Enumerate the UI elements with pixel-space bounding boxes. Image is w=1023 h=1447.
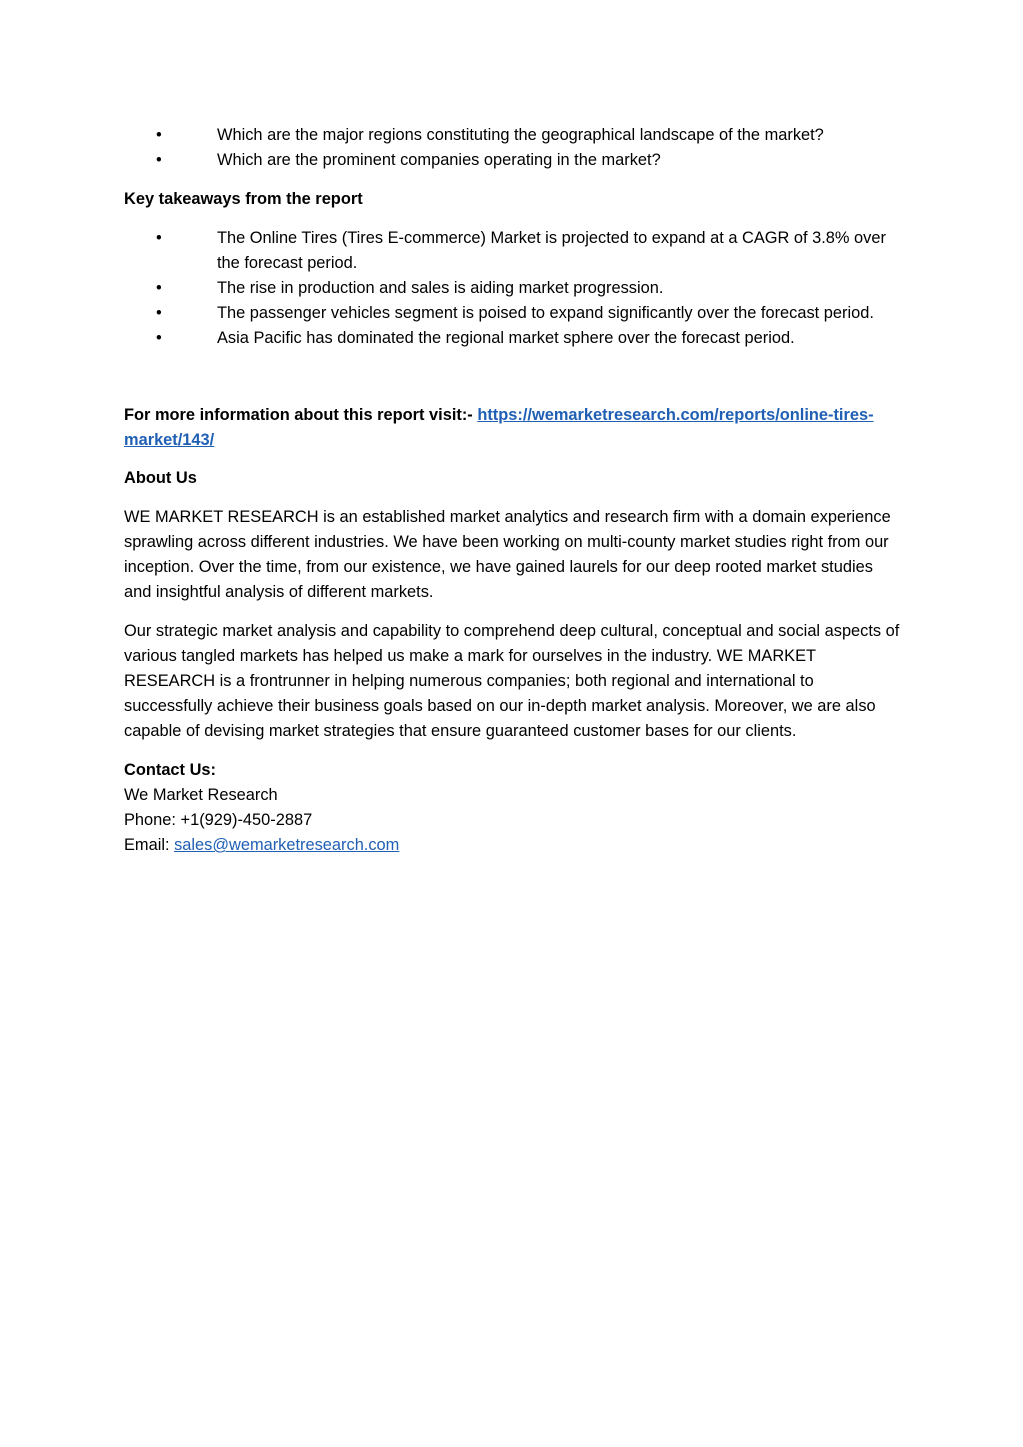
questions-list (124, 123, 904, 173)
contact-block (124, 758, 904, 858)
list-item-text: Asia Pacific has dominated the regional market sphere over the forecast period. (217, 329, 795, 347)
bullet-icon: • (156, 126, 162, 144)
list-item-text: Which are the prominent companies operating in the market? (217, 151, 661, 169)
bullet-icon: • (156, 304, 162, 322)
list-item-text: Which are the major regions constituting the geographical landscape of the market? (217, 126, 824, 144)
list-item (124, 123, 904, 148)
list-item-text: The Online Tires (Tires E-commerce) Market is projected to expand at a CAGR of 3.8% over the forecast period. (217, 229, 886, 272)
list-item (124, 301, 904, 326)
email-link[interactable]: sales@wemarketresearch.com (174, 836, 400, 854)
more-info-label: For more information about this report visit:- (124, 406, 478, 424)
contact-company: We Market Research (124, 786, 278, 804)
more-info-line (124, 403, 904, 453)
document-page (124, 123, 904, 858)
list-item (124, 326, 904, 351)
bullet-icon: • (156, 279, 162, 297)
list-item-text: The rise in production and sales is aiding market progression. (217, 279, 664, 297)
contact-heading: Contact Us: (124, 761, 216, 779)
list-item-text: The passenger vehicles segment is poised to expand significantly over the forecast period. (217, 304, 874, 322)
about-us-heading: About Us (124, 469, 197, 487)
report-link[interactable]: https://wemarketresearch.com/reports/online-tires-market/143/ (124, 406, 874, 449)
contact-email-line (124, 833, 904, 858)
email-label: Email: (124, 836, 175, 854)
key-takeaways-list (124, 226, 904, 351)
key-takeaways-heading: Key takeaways from the report (124, 190, 363, 208)
list-item (124, 226, 904, 276)
list-item (124, 148, 904, 173)
about-paragraph-1: WE MARKET RESEARCH is an established market analytics and research firm with a domain experience sprawling across different industries. We have been working on multi-county market studies right from our inception. Over the time, from our existence, we have gained laurels for our deep rooted market studies and insightful analysis of different markets. (124, 508, 891, 601)
list-item (124, 276, 904, 301)
bullet-icon: • (156, 229, 162, 247)
bullet-icon: • (156, 151, 162, 169)
contact-phone: Phone: +1(929)-450-2887 (124, 811, 313, 829)
about-paragraph-2: Our strategic market analysis and capability to comprehend deep cultural, conceptual and social aspects of various tangled markets has helped us make a mark for ourselves in the industry. WE MARKET RESEARCH is a frontrunner in helping numerous companies; both regional and international to successfully achieve their business goals based on our in-depth market analysis. Moreover, we are also capable of devising market strategies that ensure guaranteed customer bases for our clients. (124, 622, 900, 740)
bullet-icon: • (156, 329, 162, 347)
